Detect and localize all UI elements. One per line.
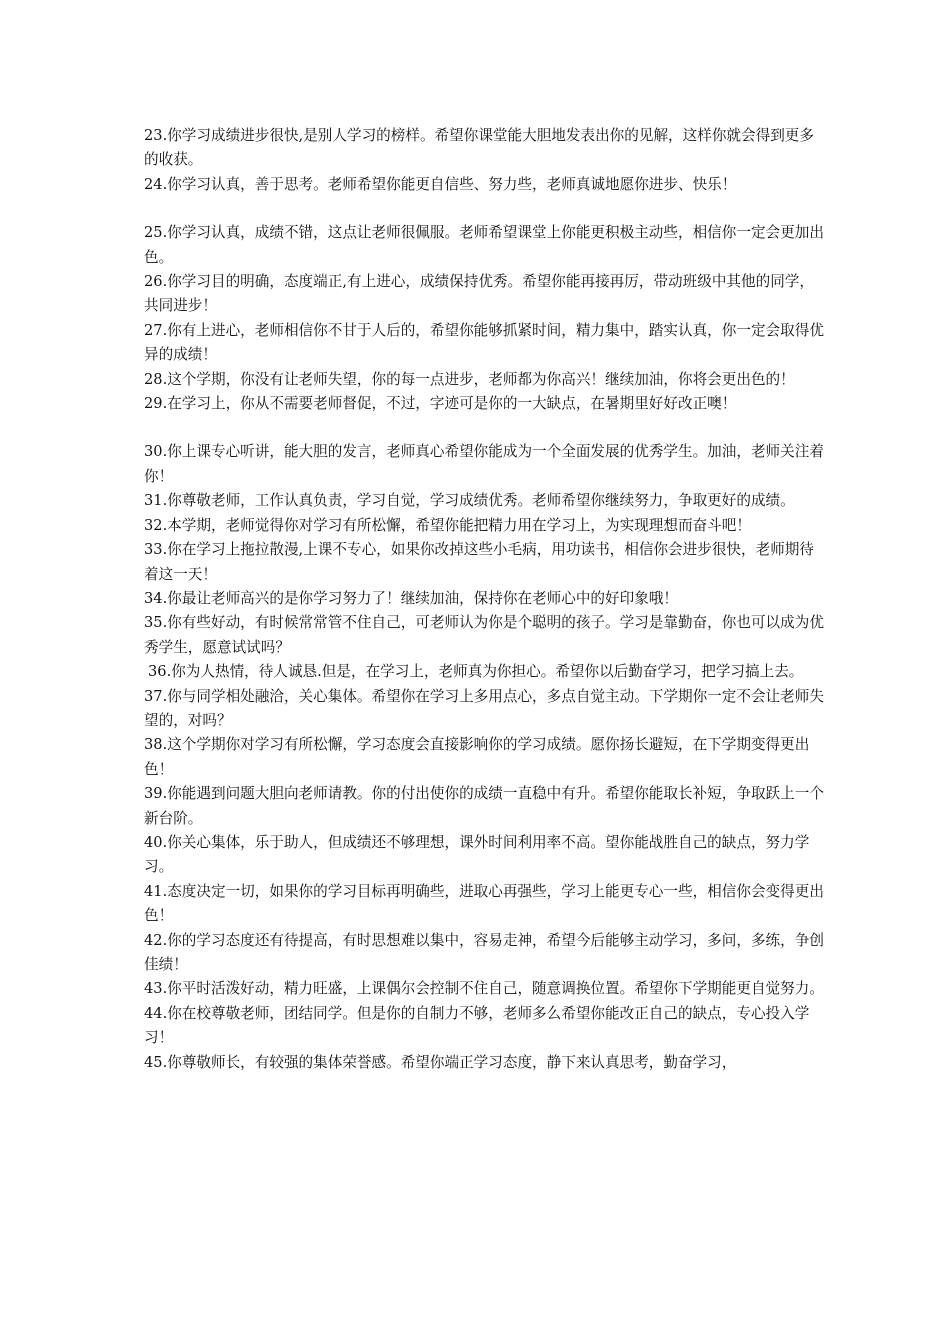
list-item: 26.你学习目的明确，态度端正,有上进心，成绩保持优秀。希望你能再接再厉，带动班级中其他的同学，共同进步！ [144, 273, 814, 315]
list-item: 23.你学习成绩进步很快,是别人学习的榜样。希望你课堂能大胆地发表出你的见解，这样你就会得到更多的收获。 [144, 127, 814, 169]
list-item: 24.你学习认真，善于思考。老师希望你能更自信些、努力些，老师真诚地愿你进步、快乐！ [144, 175, 737, 193]
comments-list [144, 124, 824, 1075]
list-item: 36.你为人热情，待人诚恳.但是，在学习上，老师真为你担心。希望你以后勤奋学习，把学习搞上去。 [148, 663, 804, 681]
list-item: 32.本学期，老师觉得你对学习有所松懈，希望你能把精力用在学习上，为实现理想而奋斗吧！ [144, 516, 751, 534]
list-item: 25.你学习认真，成绩不错，这点让老师很佩服。老师希望课堂上你能更积极主动些，相信你一定会更加出色。 [144, 224, 824, 266]
list-item: 31.你尊敬老师，工作认真负责，学习自觉，学习成绩优秀。老师希望你继续努力，争取更好的成绩。 [144, 492, 795, 510]
list-item: 39.你能遇到问题大胆向老师请教。你的付出使你的成绩一直稳中有升。希望你能取长补短，争取跃上一个新台阶。 [144, 785, 824, 827]
list-item: 34.你最让老师高兴的是你学习努力了！继续加油，保持你在老师心中的好印象哦！ [144, 589, 678, 607]
list-item: 37.你与同学相处融洽，关心集体。希望你在学习上多用点心，多点自觉主动。下学期你一定不会让老师失望的，对吗？ [144, 687, 824, 729]
list-item: 35.你有些好动，有时候常常管不住自己，可老师认为你是个聪明的孩子。学习是靠勤奋，你也可以成为优秀学生，愿意试试吗？ [144, 614, 824, 656]
list-item: 38.这个学期你对学习有所松懈，学习态度会直接影响你的学习成绩。愿你扬长避短，在下学期变得更出色！ [144, 736, 810, 778]
list-item: 29.在学习上，你从不需要老师督促，不过，字迹可是你的一大缺点，在暑期里好好改正噢！ [144, 395, 737, 413]
list-item: 45.你尊敬师长，有较强的集体荣誉感。希望你端正学习态度，静下来认真思考，勤奋学习， [144, 1053, 737, 1071]
list-item: 33.你在学习上拖拉散漫,上课不专心，如果你改掉这些小毛病，用功读书，相信你会进步很快，老师期待着这一天！ [144, 541, 814, 583]
list-item: 30.你上课专心听讲，能大胆的发言，老师真心希望你能成为一个全面发展的优秀学生。加油，老师关注着你！ [144, 443, 824, 485]
list-item: 42.你的学习态度还有待提高，有时思想难以集中，容易走神，希望今后能够主动学习，多问，多练，争创佳绩！ [144, 931, 824, 973]
list-item: 40.你关心集体，乐于助人，但成绩还不够理想，课外时间利用率不高。望你能战胜自己的缺点，努力学习。 [144, 833, 810, 876]
list-item: 41.态度决定一切，如果你的学习目标再明确些，进取心再强些，学习上能更专心一些，相信你会变得更出色！ [144, 882, 824, 925]
list-item: 43.你平时活泼好动，精力旺盛，上课偶尔会控制不住自己，随意调换位置。希望你下学期能更自觉努力。 [144, 980, 824, 998]
list-item: 27.你有上进心，老师相信你不甘于人后的，希望你能够抓紧时间，精力集中，踏实认真，你一定会取得优异的成绩！ [144, 321, 824, 364]
list-item: 44.你在校尊敬老师，团结同学。但是你的自制力不够，老师多么希望你能改正自己的缺点，专心投入学习！ [144, 1004, 810, 1047]
list-item: 28.这个学期，你没有让老师失望，你的每一点进步，老师都为你高兴！继续加油，你将会更出色的！ [144, 370, 795, 388]
